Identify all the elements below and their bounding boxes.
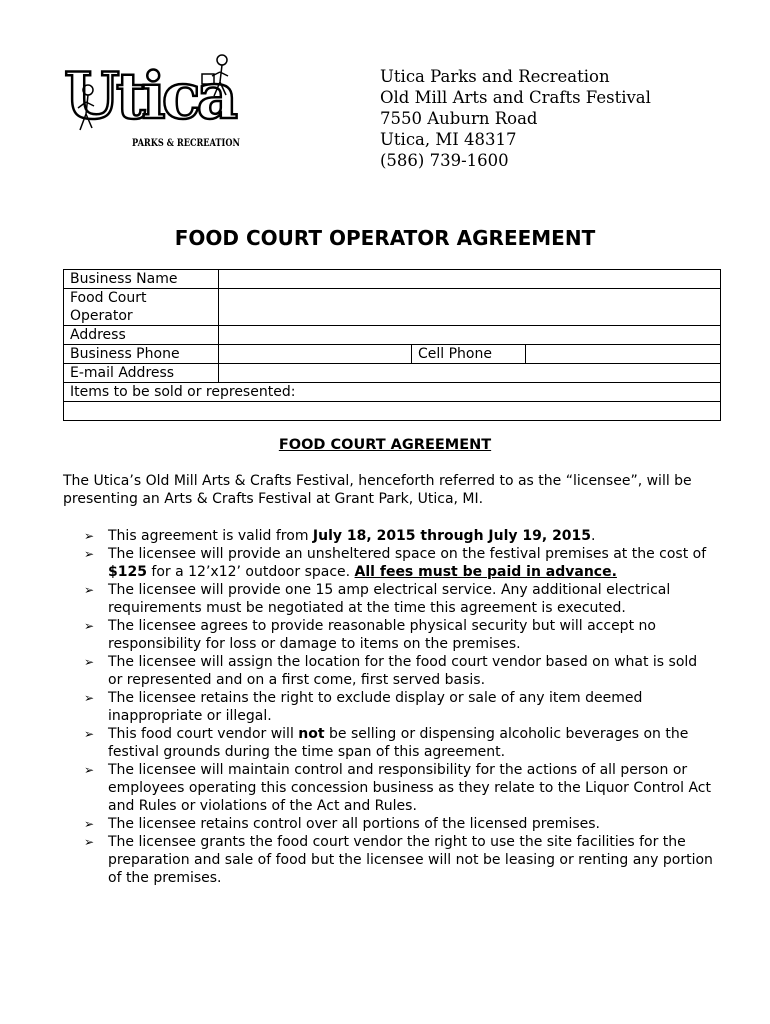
arrow-bullet-icon: ➢ xyxy=(84,619,95,633)
arrow-bullet-icon: ➢ xyxy=(84,583,95,597)
term-item: ➢ The licensee will provide an unsheltered space on the festival premises at the cost of $125 for a 12’x12’ outdoor space. All fees must be paid in advance. xyxy=(84,546,707,580)
form-row-address xyxy=(64,326,721,345)
address-line: Utica Parks and Recreation xyxy=(380,67,610,86)
arrow-bullet-icon: ➢ xyxy=(84,835,95,849)
business-name-field[interactable] xyxy=(219,270,721,289)
page-title: FOOD COURT OPERATOR AGREEMENT xyxy=(174,226,596,250)
terms-list xyxy=(84,527,714,887)
term-item: ➢ This food court vendor will not be selling or dispensing alcoholic beverages on the festival grounds during the time span of this agreement. xyxy=(84,726,689,760)
term-item: ➢ The licensee grants the food court vendor the right to use the site facilities for the preparation and sale of food but the licensee will not be leasing or renting any portion of the premises. xyxy=(84,834,713,886)
business-name-label: Business Name xyxy=(64,270,219,289)
term-item: ➢ This agreement is valid from July 18, 2015 through July 19, 2015. xyxy=(84,528,596,544)
arrow-bullet-icon: ➢ xyxy=(84,763,95,777)
address-line: Old Mill Arts and Crafts Festival xyxy=(380,88,651,107)
form-row-operator xyxy=(64,289,721,326)
items-label: Items to be sold or represented: xyxy=(64,383,721,402)
cell-phone-field[interactable] xyxy=(526,345,721,364)
arrow-bullet-icon: ➢ xyxy=(84,655,95,669)
email-label: E-mail Address xyxy=(64,364,219,383)
arrow-bullet-icon: ➢ xyxy=(84,691,95,705)
form-row-phone xyxy=(64,345,721,364)
address-field[interactable] xyxy=(219,326,721,345)
form-row-email xyxy=(64,364,721,383)
operator-info-form xyxy=(63,269,721,421)
term-item: ➢ The licensee retains control over all portions of the licensed premises. xyxy=(84,816,600,832)
logo-subtitle: PARKS & RECREATION xyxy=(132,138,240,149)
utica-parks-logo xyxy=(62,40,244,152)
term-item: ➢ The licensee retains the right to exclude display or sale of any item deemed inappropriate or illegal. xyxy=(84,690,643,724)
address-line: 7550 Auburn Road xyxy=(380,109,538,128)
business-phone-field[interactable] xyxy=(219,345,412,364)
arrow-bullet-icon: ➢ xyxy=(84,817,95,831)
logo-word: Utica xyxy=(64,59,235,134)
cell-phone-label: Cell Phone xyxy=(412,345,526,364)
form-row-items-label xyxy=(64,383,721,402)
form-row-items-field xyxy=(64,402,721,421)
term-item: ➢ The licensee will assign the location for the food court vendor based on what is sold or represented and on a first come, first served basis. xyxy=(84,654,698,688)
arrow-bullet-icon: ➢ xyxy=(84,547,95,561)
intro-paragraph: The Utica’s Old Mill Arts & Crafts Festival, henceforth referred to as the “licensee”, will be presenting an Arts & Crafts Festival at Grant Park, Utica, MI. xyxy=(63,473,692,507)
agreement-heading: FOOD COURT AGREEMENT xyxy=(278,437,492,453)
term-item: ➢ The licensee will provide one 15 amp electrical service. Any additional electrical requirements must be negotiated at the time this agreement is executed. xyxy=(84,582,671,616)
form-row-business-name xyxy=(64,270,721,289)
items-field[interactable] xyxy=(64,402,721,421)
address-label: Address xyxy=(64,326,219,345)
term-item: ➢ The licensee agrees to provide reasonable physical security but will accept no responsibility for loss or damage to items on the premises. xyxy=(84,618,656,652)
address-line: Utica, MI 48317 xyxy=(380,130,517,149)
address-line: (586) 739-1600 xyxy=(380,151,509,170)
operator-field[interactable] xyxy=(219,289,721,326)
email-field[interactable] xyxy=(219,364,721,383)
operator-label: Food Court Operator xyxy=(64,289,219,326)
arrow-bullet-icon: ➢ xyxy=(84,529,95,543)
term-item: ➢ The licensee will maintain control and responsibility for the actions of all person or employees operating this concession business as they relate to the Liquor Control Act and Rules or violations of the Act and Rules. xyxy=(84,762,711,814)
business-phone-label: Business Phone xyxy=(64,345,219,364)
organization-address xyxy=(380,66,651,171)
arrow-bullet-icon: ➢ xyxy=(84,727,95,741)
